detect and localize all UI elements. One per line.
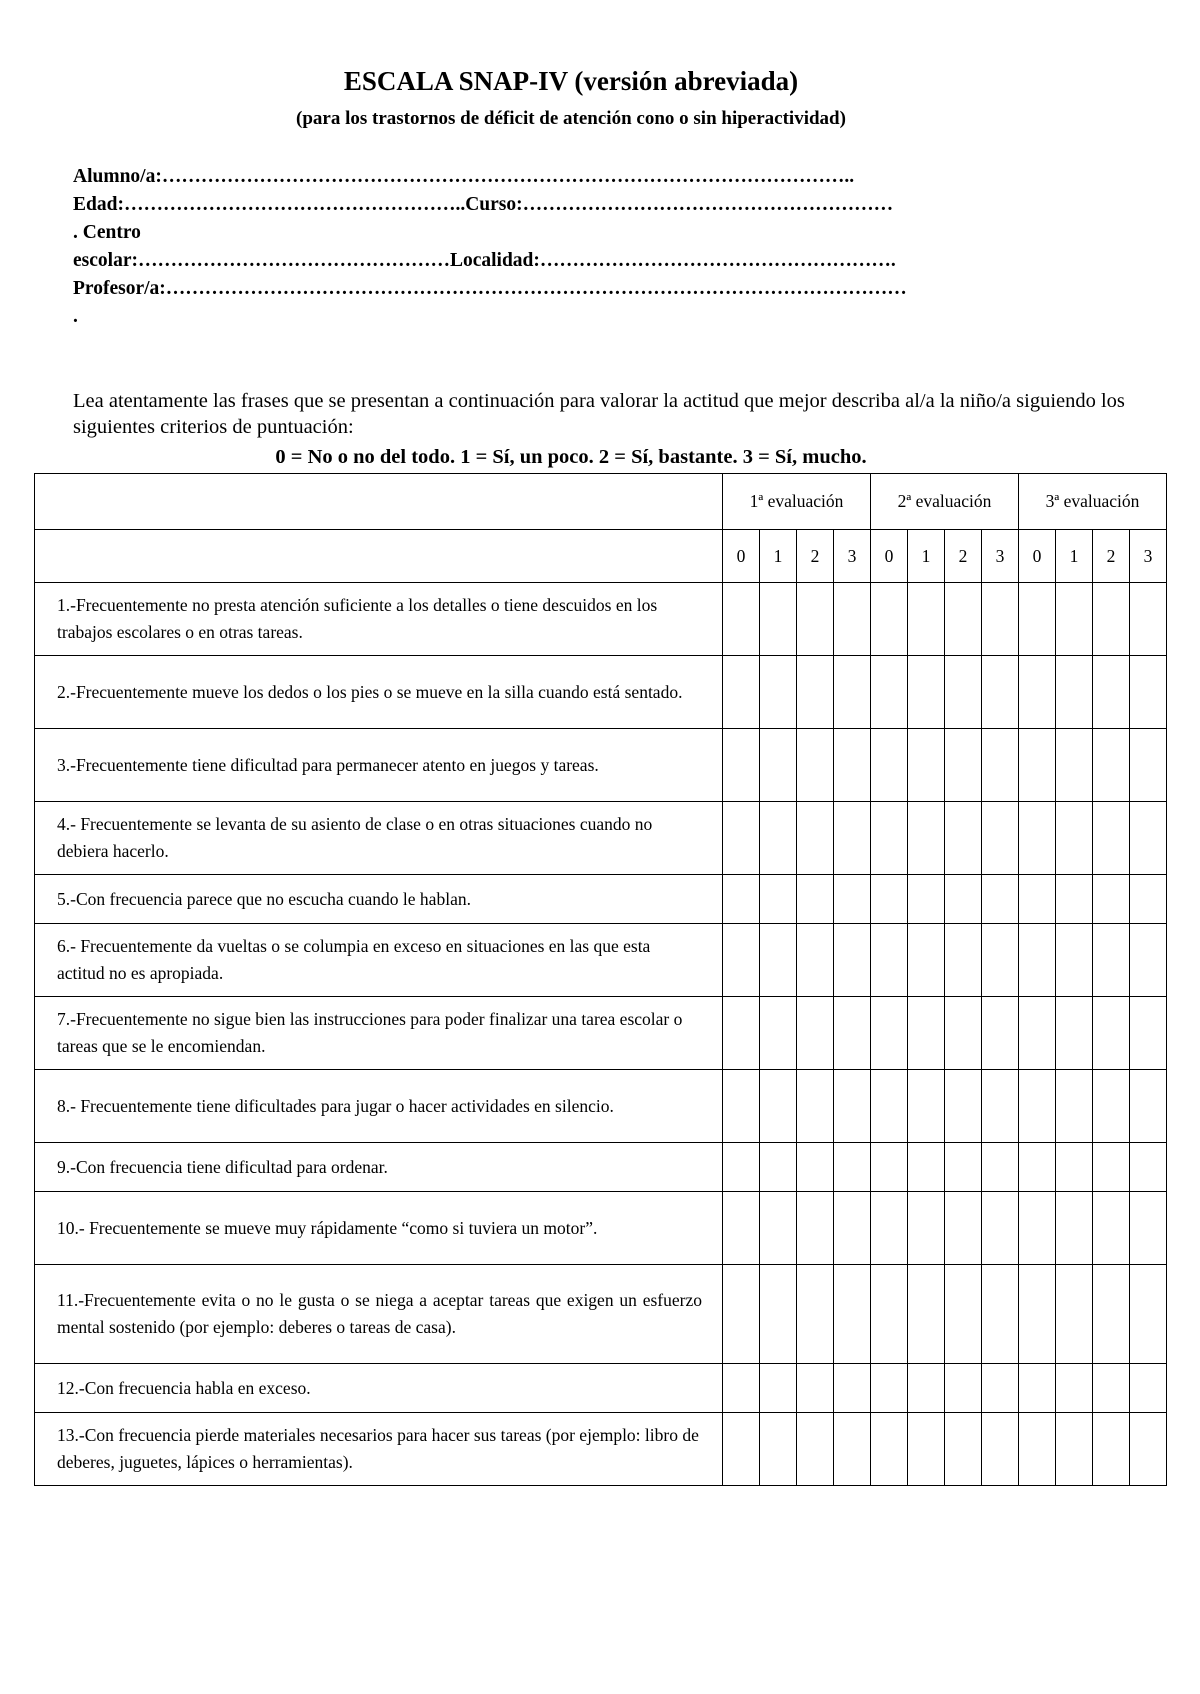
score-cell-eval2-1[interactable]: [908, 997, 945, 1070]
header-blank-cell: [35, 474, 723, 530]
score-cell-eval3-1[interactable]: [1056, 1364, 1093, 1413]
score-cell-eval3-3[interactable]: [1130, 1265, 1167, 1364]
score-cell-eval2-3[interactable]: [982, 802, 1019, 875]
score-cell-eval1-0[interactable]: [723, 656, 760, 729]
table-row: [35, 997, 1167, 1070]
score-cell-eval1-2[interactable]: [797, 1364, 834, 1413]
table-row: [35, 583, 1167, 656]
field-profesor[interactable]: Profesor/a:……………………………………………………………………………………………………: [73, 278, 907, 299]
score-cell-eval2-1[interactable]: [908, 1192, 945, 1265]
score-cell-eval1-0[interactable]: [723, 1265, 760, 1364]
score-cell-eval2-0[interactable]: [871, 875, 908, 924]
score-cell-eval1-1[interactable]: [760, 924, 797, 997]
item-text: 9.-Con frecuencia tiene dificultad para ordenar.: [35, 1143, 723, 1192]
score-header-eval2-0: 0: [871, 530, 908, 583]
field-alumno[interactable]: Alumno/a:……………………………………………………………………………………………..: [73, 166, 855, 187]
score-cell-eval1-3[interactable]: [834, 1413, 871, 1486]
score-cell-eval1-1[interactable]: [760, 583, 797, 656]
score-cell-eval2-1[interactable]: [908, 1265, 945, 1364]
score-cell-eval3-2[interactable]: [1093, 1192, 1130, 1265]
score-cell-eval3-1[interactable]: [1056, 875, 1093, 924]
score-cell-eval2-3[interactable]: [982, 1413, 1019, 1486]
score-cell-eval3-3[interactable]: [1130, 924, 1167, 997]
score-cell-eval1-2[interactable]: [797, 1070, 834, 1143]
score-cell-eval2-3[interactable]: [982, 1364, 1019, 1413]
score-header-eval2-2: 2: [945, 530, 982, 583]
item-text: 11.-Frecuentemente evita o no le gusta o se niega a aceptar tareas que exigen un esfuerzo mental sostenido (por ejemplo: deberes o tareas de casa).: [35, 1265, 723, 1364]
score-cell-eval1-1[interactable]: [760, 1413, 797, 1486]
score-cell-eval3-3[interactable]: [1130, 656, 1167, 729]
table-row: [35, 924, 1167, 997]
score-cell-eval2-2[interactable]: [945, 997, 982, 1070]
score-cell-eval3-1[interactable]: [1056, 997, 1093, 1070]
field-edad-curso[interactable]: Edad:……………………………………………..Curso:…………………………………………………: [73, 194, 894, 215]
page-title: ESCALA SNAP-IV (versión abreviada): [343, 66, 799, 96]
score-cell-eval3-2[interactable]: [1093, 729, 1130, 802]
score-cell-eval2-0[interactable]: [871, 1070, 908, 1143]
score-cell-eval2-2[interactable]: [945, 1192, 982, 1265]
score-cell-eval1-2[interactable]: [797, 1192, 834, 1265]
score-cell-eval3-3[interactable]: [1130, 875, 1167, 924]
table-row: [35, 1265, 1167, 1364]
score-cell-eval3-1[interactable]: [1056, 656, 1093, 729]
score-cell-eval2-2[interactable]: [945, 1413, 982, 1486]
score-cell-eval1-1[interactable]: [760, 1265, 797, 1364]
score-cell-eval2-0[interactable]: [871, 1413, 908, 1486]
item-text: 6.- Frecuentemente da vueltas o se columpia en exceso en situaciones en las que esta actitud no es apropiada.: [35, 924, 723, 997]
item-text: 4.- Frecuentemente se levanta de su asiento de clase o en otras situaciones cuando no debiera hacerlo.: [35, 802, 723, 875]
student-info-fields: [73, 163, 1103, 331]
score-cell-eval3-2[interactable]: [1093, 924, 1130, 997]
table-row: [35, 802, 1167, 875]
score-cell-eval1-0[interactable]: [723, 997, 760, 1070]
header-evaluation-2: 2ª evaluación: [871, 474, 1019, 530]
score-cell-eval3-0[interactable]: [1019, 1143, 1056, 1192]
score-cell-eval1-2[interactable]: [797, 729, 834, 802]
table-row: [35, 1364, 1167, 1413]
score-cell-eval2-2[interactable]: [945, 1364, 982, 1413]
score-cell-eval3-0[interactable]: [1019, 1364, 1056, 1413]
score-cell-eval3-3[interactable]: [1130, 1413, 1167, 1486]
score-cell-eval3-2[interactable]: [1093, 1413, 1130, 1486]
score-cell-eval1-3[interactable]: [834, 1364, 871, 1413]
score-cell-eval2-2[interactable]: [945, 656, 982, 729]
score-cell-eval2-3[interactable]: [982, 997, 1019, 1070]
score-cell-eval2-2[interactable]: [945, 583, 982, 656]
score-cell-eval3-0[interactable]: [1019, 1192, 1056, 1265]
score-cell-eval3-3[interactable]: [1130, 802, 1167, 875]
score-cell-eval2-2[interactable]: [945, 1265, 982, 1364]
score-cell-eval2-3[interactable]: [982, 583, 1019, 656]
score-cell-eval3-0[interactable]: [1019, 1413, 1056, 1486]
score-cell-eval2-2[interactable]: [945, 875, 982, 924]
table-row: [35, 656, 1167, 729]
score-cell-eval1-1[interactable]: [760, 1070, 797, 1143]
score-cell-eval1-2[interactable]: [797, 583, 834, 656]
score-cell-eval1-1[interactable]: [760, 1143, 797, 1192]
table-row: [35, 729, 1167, 802]
score-cell-eval1-0[interactable]: [723, 583, 760, 656]
score-cell-eval2-3[interactable]: [982, 729, 1019, 802]
table-header-evaluations: [35, 474, 1167, 530]
score-cell-eval1-0[interactable]: [723, 875, 760, 924]
score-cell-eval2-0[interactable]: [871, 997, 908, 1070]
score-cell-eval2-3[interactable]: [982, 875, 1019, 924]
item-text: 8.- Frecuentemente tiene dificultades para jugar o hacer actividades en silencio.: [35, 1070, 723, 1143]
score-cell-eval1-3[interactable]: [834, 583, 871, 656]
header-evaluation-1: 1ª evaluación: [723, 474, 871, 530]
score-cell-eval1-3[interactable]: [834, 656, 871, 729]
header-evaluation-3: 3ª evaluación: [1019, 474, 1167, 530]
scoring-scale: 0 = No o no del todo. 1 = Sí, un poco. 2 = Sí, bastante. 3 = Sí, mucho.: [275, 446, 867, 468]
score-cell-eval2-0[interactable]: [871, 729, 908, 802]
item-text: 3.-Frecuentemente tiene dificultad para permanecer atento en juegos y tareas.: [35, 729, 723, 802]
score-cell-eval2-0[interactable]: [871, 1265, 908, 1364]
score-cell-eval3-2[interactable]: [1093, 875, 1130, 924]
score-cell-eval1-2[interactable]: [797, 924, 834, 997]
score-cell-eval1-1[interactable]: [760, 1364, 797, 1413]
score-cell-eval3-3[interactable]: [1130, 1364, 1167, 1413]
score-cell-eval2-0[interactable]: [871, 802, 908, 875]
score-cell-eval1-0[interactable]: [723, 802, 760, 875]
score-cell-eval1-2[interactable]: [797, 802, 834, 875]
score-cell-eval3-0[interactable]: [1019, 875, 1056, 924]
item-text: 12.-Con frecuencia habla en exceso.: [35, 1364, 723, 1413]
score-cell-eval3-0[interactable]: [1019, 583, 1056, 656]
score-cell-eval1-0[interactable]: [723, 924, 760, 997]
evaluation-table: [34, 473, 1167, 1486]
table-row: [35, 1143, 1167, 1192]
score-cell-eval2-1[interactable]: [908, 802, 945, 875]
table-row: [35, 1192, 1167, 1265]
table-row: [35, 1070, 1167, 1143]
score-cell-eval3-1[interactable]: [1056, 1192, 1093, 1265]
score-cell-eval3-1[interactable]: [1056, 583, 1093, 656]
score-cell-eval2-3[interactable]: [982, 656, 1019, 729]
score-cell-eval1-0[interactable]: [723, 1413, 760, 1486]
table-header-scores: [35, 530, 1167, 583]
item-text: 2.-Frecuentemente mueve los dedos o los pies o se mueve en la silla cuando está sentado.: [35, 656, 723, 729]
score-cell-eval1-0[interactable]: [723, 1070, 760, 1143]
score-cell-eval1-1[interactable]: [760, 1192, 797, 1265]
score-cell-eval3-2[interactable]: [1093, 656, 1130, 729]
score-cell-eval2-1[interactable]: [908, 924, 945, 997]
score-header-eval1-2: 2: [797, 530, 834, 583]
score-cell-eval1-1[interactable]: [760, 997, 797, 1070]
score-cell-eval2-1[interactable]: [908, 1364, 945, 1413]
score-cell-eval2-0[interactable]: [871, 1364, 908, 1413]
score-header-eval3-3: 3: [1130, 530, 1167, 583]
score-cell-eval1-2[interactable]: [797, 1143, 834, 1192]
score-cell-eval2-1[interactable]: [908, 1143, 945, 1192]
score-cell-eval1-3[interactable]: [834, 997, 871, 1070]
score-cell-eval2-3[interactable]: [982, 1265, 1019, 1364]
score-cell-eval3-3[interactable]: [1130, 1070, 1167, 1143]
score-cell-eval2-0[interactable]: [871, 924, 908, 997]
score-cell-eval3-1[interactable]: [1056, 729, 1093, 802]
score-cell-eval2-1[interactable]: [908, 1070, 945, 1143]
score-cell-eval2-3[interactable]: [982, 1070, 1019, 1143]
score-cell-eval2-0[interactable]: [871, 583, 908, 656]
score-cell-eval1-0[interactable]: [723, 1192, 760, 1265]
score-cell-eval3-1[interactable]: [1056, 802, 1093, 875]
score-cell-eval2-0[interactable]: [871, 1143, 908, 1192]
score-cell-eval3-0[interactable]: [1019, 924, 1056, 997]
score-cell-eval3-0[interactable]: [1019, 656, 1056, 729]
score-header-eval3-0: 0: [1019, 530, 1056, 583]
score-cell-eval3-1[interactable]: [1056, 1265, 1093, 1364]
score-cell-eval1-2[interactable]: [797, 997, 834, 1070]
score-cell-eval3-0[interactable]: [1019, 997, 1056, 1070]
score-cell-eval1-0[interactable]: [723, 1364, 760, 1413]
score-cell-eval3-3[interactable]: [1130, 1192, 1167, 1265]
score-cell-eval2-1[interactable]: [908, 729, 945, 802]
score-cell-eval2-2[interactable]: [945, 1143, 982, 1192]
score-cell-eval2-1[interactable]: [908, 875, 945, 924]
score-cell-eval2-2[interactable]: [945, 1070, 982, 1143]
score-cell-eval2-1[interactable]: [908, 656, 945, 729]
item-text: 5.-Con frecuencia parece que no escucha cuando le hablan.: [35, 875, 723, 924]
score-header-eval2-1: 1: [908, 530, 945, 583]
score-header-eval2-3: 3: [982, 530, 1019, 583]
score-cell-eval1-1[interactable]: [760, 729, 797, 802]
item-text: 1.-Frecuentemente no presta atención suficiente a los detalles o tiene descuidos en los trabajos escolares o en otras tareas.: [35, 583, 723, 656]
score-cell-eval3-1[interactable]: [1056, 1143, 1093, 1192]
item-text: 10.- Frecuentemente se mueve muy rápidamente “como si tuviera un motor”.: [35, 1192, 723, 1265]
table-row: [35, 1413, 1167, 1486]
score-cell-eval2-2[interactable]: [945, 729, 982, 802]
score-header-eval1-0: 0: [723, 530, 760, 583]
score-cell-eval2-1[interactable]: [908, 583, 945, 656]
score-cell-eval3-3[interactable]: [1130, 1143, 1167, 1192]
score-header-eval3-2: 2: [1093, 530, 1130, 583]
score-cell-eval3-2[interactable]: [1093, 1265, 1130, 1364]
score-cell-eval3-1[interactable]: [1056, 1070, 1093, 1143]
score-cell-eval3-2[interactable]: [1093, 1143, 1130, 1192]
score-cell-eval3-3[interactable]: [1130, 583, 1167, 656]
score-cell-eval3-0[interactable]: [1019, 802, 1056, 875]
score-cell-eval2-2[interactable]: [945, 802, 982, 875]
score-cell-eval1-3[interactable]: [834, 1070, 871, 1143]
score-cell-eval2-2[interactable]: [945, 924, 982, 997]
score-cell-eval3-1[interactable]: [1056, 1413, 1093, 1486]
field-trailing-dot: .: [73, 306, 78, 327]
score-cell-eval1-1[interactable]: [760, 802, 797, 875]
score-cell-eval2-3[interactable]: [982, 1192, 1019, 1265]
score-cell-eval2-1[interactable]: [908, 1413, 945, 1486]
score-cell-eval3-1[interactable]: [1056, 924, 1093, 997]
field-centro-label: . Centro: [73, 222, 141, 243]
score-cell-eval3-2[interactable]: [1093, 997, 1130, 1070]
score-cell-eval2-0[interactable]: [871, 656, 908, 729]
score-cell-eval1-3[interactable]: [834, 1192, 871, 1265]
score-cell-eval3-2[interactable]: [1093, 1070, 1130, 1143]
score-cell-eval1-1[interactable]: [760, 875, 797, 924]
score-cell-eval1-0[interactable]: [723, 1143, 760, 1192]
score-cell-eval1-3[interactable]: [834, 924, 871, 997]
score-header-eval3-1: 1: [1056, 530, 1093, 583]
score-cell-eval3-2[interactable]: [1093, 1364, 1130, 1413]
score-cell-eval1-2[interactable]: [797, 1265, 834, 1364]
score-header-eval1-1: 1: [760, 530, 797, 583]
item-text: 13.-Con frecuencia pierde materiales necesarios para hacer sus tareas (por ejemplo: libro de deberes, juguetes, lápices o herramientas).: [35, 1413, 723, 1486]
item-text: 7.-Frecuentemente no sigue bien las instrucciones para poder finalizar una tarea escolar o tareas que se le encomiendan.: [35, 997, 723, 1070]
score-cell-eval1-3[interactable]: [834, 1265, 871, 1364]
score-cell-eval2-3[interactable]: [982, 1143, 1019, 1192]
score-cell-eval1-2[interactable]: [797, 1413, 834, 1486]
score-cell-eval3-0[interactable]: [1019, 729, 1056, 802]
score-cell-eval3-2[interactable]: [1093, 802, 1130, 875]
score-cell-eval1-0[interactable]: [723, 729, 760, 802]
score-cell-eval3-0[interactable]: [1019, 1070, 1056, 1143]
score-cell-eval2-0[interactable]: [871, 1192, 908, 1265]
header-blank-cell: [35, 530, 723, 583]
score-cell-eval3-3[interactable]: [1130, 729, 1167, 802]
score-cell-eval1-2[interactable]: [797, 875, 834, 924]
score-cell-eval1-3[interactable]: [834, 729, 871, 802]
instructions-text: Lea atentamente las frases que se presentan a continuación para valorar la actitud que mejor describa al/a la niño/a siguiendo los siguientes criterios de puntuación:: [73, 390, 1125, 438]
score-cell-eval3-0[interactable]: [1019, 1265, 1056, 1364]
score-cell-eval3-2[interactable]: [1093, 583, 1130, 656]
score-cell-eval3-3[interactable]: [1130, 997, 1167, 1070]
score-cell-eval1-1[interactable]: [760, 656, 797, 729]
score-cell-eval1-2[interactable]: [797, 656, 834, 729]
page-subtitle: (para los trastornos de déficit de atención cono o sin hiperactividad): [296, 108, 846, 129]
field-escolar-localidad[interactable]: escolar:…………………………………………Localidad:……………………………………………….: [73, 250, 896, 271]
score-header-eval1-3: 3: [834, 530, 871, 583]
table-row: [35, 875, 1167, 924]
score-cell-eval2-3[interactable]: [982, 924, 1019, 997]
score-cell-eval1-3[interactable]: [834, 875, 871, 924]
score-cell-eval1-3[interactable]: [834, 1143, 871, 1192]
score-cell-eval1-3[interactable]: [834, 802, 871, 875]
